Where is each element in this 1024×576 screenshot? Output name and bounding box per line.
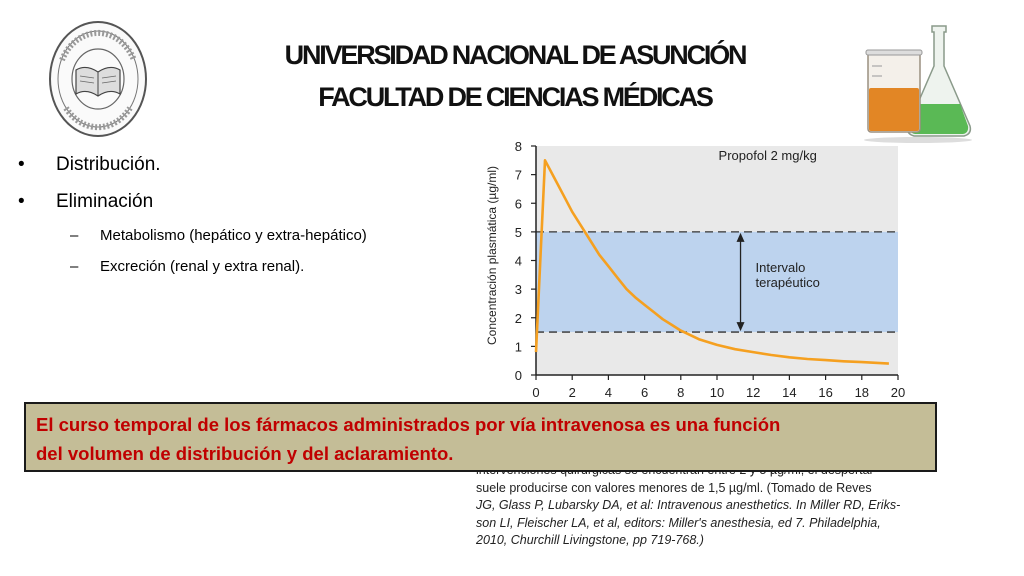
y-tick-label: 4	[514, 253, 522, 269]
bullet-item	[14, 150, 464, 187]
y-tick-label: 1	[514, 339, 522, 355]
bullet-marker: •	[18, 154, 25, 175]
bullet-item	[14, 187, 464, 224]
sub-bullet-marker: –	[70, 227, 79, 244]
x-tick-label: 20	[890, 385, 906, 400]
y-axis-label: Concentración plasmática (µg/ml)	[485, 166, 499, 345]
y-tick-label: 0	[514, 368, 522, 383]
x-tick-label: 8	[677, 385, 685, 400]
x-tick-label: 2	[568, 385, 576, 400]
therapeutic-band	[536, 232, 898, 332]
figure-caption	[476, 462, 926, 550]
bullet-text: Distribución.	[56, 154, 161, 175]
page-header	[210, 34, 820, 118]
header-university: UNIVERSIDAD NACIONAL DE ASUNCIÓN	[284, 40, 746, 70]
bullet-marker: •	[18, 191, 25, 212]
caption-line: JG, Glass P, Lubarsky DA, et al: Intravenous anesthetics. In Miller RD, Eriks-	[476, 498, 901, 512]
university-seal-icon	[48, 20, 148, 138]
chart-title: Propofol 2 mg/kg	[718, 148, 817, 163]
sub-bullet-text: Excreción (renal y extra renal).	[100, 258, 305, 275]
bullet-list	[14, 150, 464, 286]
x-tick-label: 16	[818, 385, 833, 400]
sub-bullet-item	[14, 255, 464, 286]
caption-line: 2010, Churchill Livingstone, pp 719-768.)	[476, 533, 704, 547]
x-tick-label: 18	[854, 385, 870, 400]
interval-label-line1: Intervalo	[755, 259, 806, 275]
x-tick-label: 0	[532, 385, 540, 400]
y-tick-label: 3	[514, 282, 522, 298]
x-tick-label: 12	[745, 385, 761, 400]
y-tick-label: 6	[514, 196, 522, 212]
x-tick-label: 4	[604, 385, 613, 400]
y-tick-label: 5	[514, 224, 522, 240]
y-tick-label: 2	[514, 310, 522, 326]
y-tick-label: 8	[514, 139, 522, 154]
sub-bullet-marker: –	[70, 258, 79, 275]
callout-box	[24, 402, 937, 472]
interval-label-line2: terapéutico	[755, 274, 820, 290]
y-tick-label: 7	[514, 167, 522, 183]
laboratory-flasks-icon	[862, 22, 974, 144]
x-tick-label: 6	[640, 385, 649, 400]
bullet-text: Eliminación	[56, 191, 154, 212]
sub-bullet-text: Metabolismo (hepático y extra-hepático)	[100, 227, 367, 244]
caption-line: suele producirse con valores menores de 1,5 µg/ml. (Tomado de Reves	[476, 480, 872, 495]
header-faculty: FACULTAD DE CIENCIAS MÉDICAS	[318, 82, 712, 112]
x-tick-label: 10	[709, 385, 725, 400]
x-tick-label: 14	[782, 385, 797, 400]
caption-line: son LI, Fleischer LA, et al, editors: Miller's anesthesia, ed 7. Philadelphia,	[476, 515, 881, 530]
propofol-concentration-chart	[478, 134, 910, 404]
sub-bullet-item	[14, 224, 464, 255]
callout-line: del volumen de distribución y del aclaramiento.	[36, 443, 454, 464]
callout-line: El curso temporal de los fármacos administrados por vía intravenosa es una función	[36, 414, 781, 435]
